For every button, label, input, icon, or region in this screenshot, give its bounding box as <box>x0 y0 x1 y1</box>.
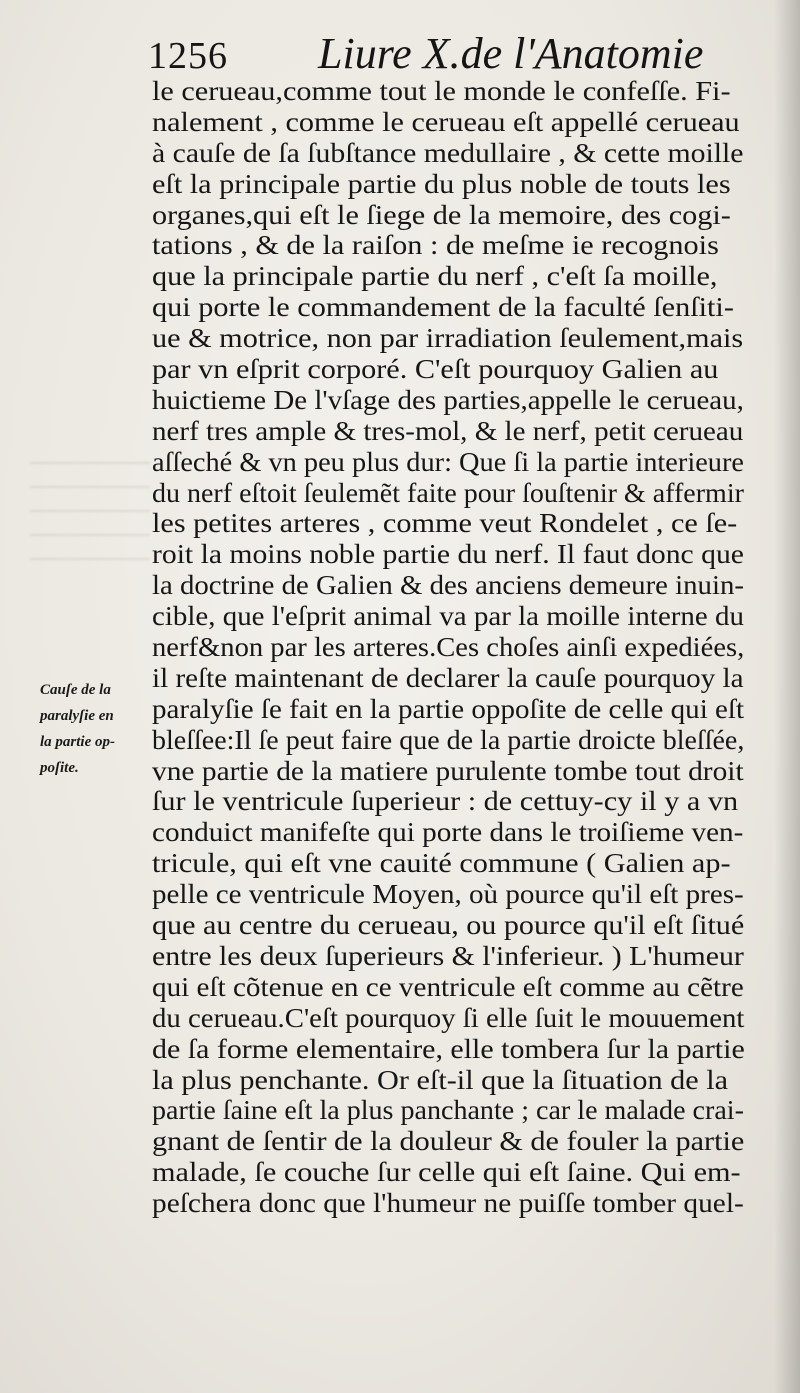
text-line: ſur le ventricule ſuperieur : de cettuy-cy il y a vn <box>152 786 739 817</box>
margin-note-line: paralyſie en <box>40 708 114 724</box>
text-line: ue & motrice, non par irradiation ſeulement,mais <box>152 323 744 354</box>
text-line: que la principale partie du nerf , c'eſt ſa moille, <box>152 261 718 292</box>
text-line: il reſte maintenant de declarer la cauſe pourquoy la <box>152 662 744 693</box>
margin-note <box>40 677 160 781</box>
text-line: tricule, qui eſt vne cauité commune ( Galien ap- <box>152 848 731 879</box>
text-line: du cerueau.C'eſt pourquoy ſi elle ſuit le mouuement <box>152 1002 745 1033</box>
show-through-bleed <box>30 440 150 560</box>
text-line: la plus penchante. Or eſt-il que la ſituation de la <box>152 1064 729 1095</box>
text-line: entre les deux ſuperieurs & l'inferieur. ) L'humeur <box>152 940 744 971</box>
text-line: paralyſie ſe fait en la partie oppoſite de celle qui eſt <box>152 693 745 724</box>
text-line: partie ſaine eſt la plus panchante ; car le malade crai- <box>152 1095 744 1126</box>
text-line: qui porte le commandement de la faculté ſenſiti- <box>152 292 734 323</box>
text-line: roit la moins noble partie du nerf. Il faut donc que <box>152 539 744 570</box>
text-line: eſt la principale partie du plus noble de touts les <box>152 168 731 199</box>
body-text <box>152 76 745 1219</box>
text-line: peſchera donc que l'humeur ne puiſſe tomber quel- <box>152 1188 744 1219</box>
text-line: que au centre du cerueau, ou pource qu'il eſt ſitué <box>152 910 745 941</box>
text-line: les petites arteres , comme veut Rondelet , ce ſe- <box>152 508 738 539</box>
running-head: Liure X.de l'Anatomie <box>318 29 704 78</box>
text-line: organes,qui eſt le ſiege de la memoire, des cogi- <box>152 199 731 230</box>
text-line: conduict manifeſte qui porte dans le troiſieme ven- <box>152 817 744 848</box>
page-number: 1256 <box>148 35 228 77</box>
text-line: à cauſe de ſa ſubſtance medullaire , & cette moille <box>152 137 744 168</box>
text-line: aſſeché & vn peu plus dur: Que ſi la partie interieure <box>152 446 744 477</box>
margin-note-line: poſite. <box>40 760 79 776</box>
text-line: bleſſee:Il ſe peut faire que de la partie droicte bleſſée, <box>152 724 745 755</box>
margin-note-line: la partie op- <box>40 734 115 750</box>
text-line: nalement , comme le cerueau eſt appellé cerueau <box>152 106 740 137</box>
text-line: le cerueau,comme tout le monde le confeſſe. Fi- <box>152 76 731 106</box>
text-line: par vn eſprit corporé. C'eſt pourquoy Galien au <box>152 354 719 385</box>
margin-note-line: Cauſe de la <box>40 682 111 698</box>
text-line: pelle ce ventricule Moyen, où pource qu'il eſt pres- <box>152 879 744 910</box>
text-line: vne partie de la matiere purulente tombe tout droit <box>152 755 744 786</box>
text-line: nerf tres ample & tres-mol, & le nerf, petit cerueau <box>152 415 744 446</box>
text-line: cible, que l'eſprit animal va par la moille interne du <box>152 601 744 632</box>
text-line: malade, ſe couche ſur celle qui eſt ſaine. Qui em- <box>152 1157 741 1188</box>
text-line: tations , & de la raiſon : de meſme ie recognois <box>152 230 719 261</box>
text-line: la doctrine de Galien & des anciens demeure inuin- <box>152 570 744 601</box>
text-line: gnant de ſentir de la douleur & de fouler la partie <box>152 1126 745 1157</box>
text-line: de ſa forme elementaire, elle tombera ſur la partie <box>152 1033 745 1064</box>
text-line: du nerf eſtoit ſeulemẽt faite pour ſouſtenir & affermir <box>152 477 744 508</box>
text-line: huictieme De l'vſage des parties,appelle le cerueau, <box>152 384 744 415</box>
text-line: qui eſt cõtenue en ce ventricule eſt comme au cẽtre <box>152 971 744 1002</box>
text-line: nerf&non par les arteres.Ces choſes ainſi expediées, <box>152 632 745 663</box>
